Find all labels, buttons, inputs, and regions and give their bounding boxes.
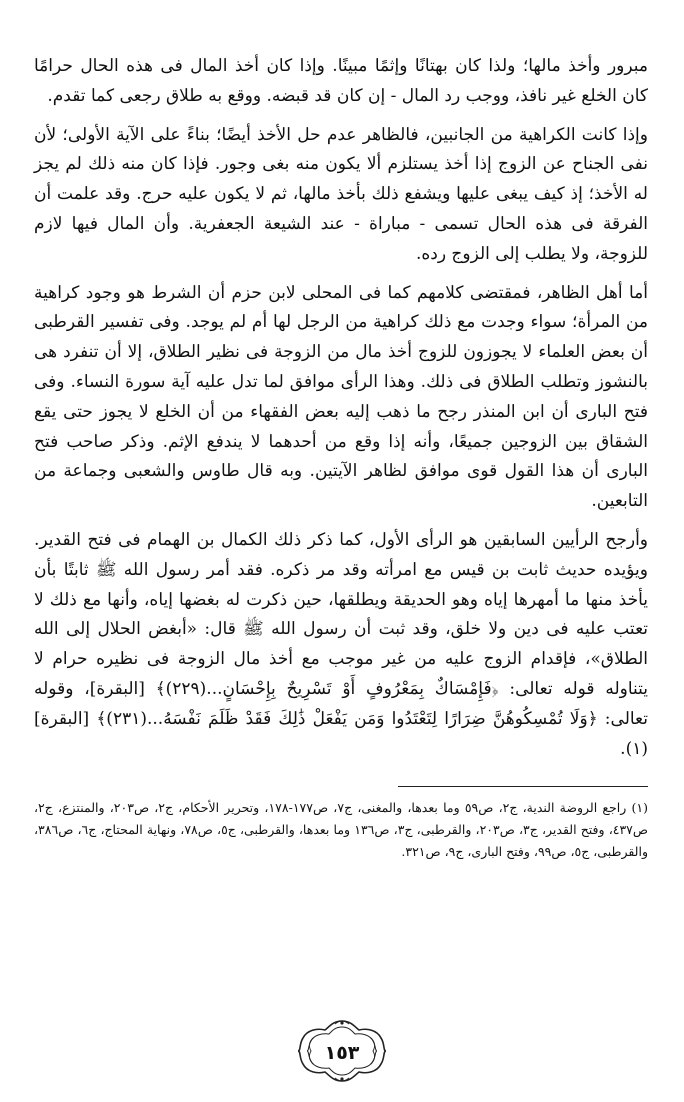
footnote-text: (١) راجع الروضة الندية، ج٢، ص٥٩ وما بعدها، والمغنى، ج٧، ص١٧٧-١٧٨، وتحرير الأحكام، ج٢، ص٢٠٣، والمنتزع، ج٢، ص٤٣٧، وفتح القدير، ج٣، ص٢٠٣، والقرطبى، ج٣، ص١٣٦ وما بعدها، والقرطبى، ج٥، ص٧٨، ونهاية المحتاج، ج٦، ص٣٨٦، والقرطبى، ج٥، ص٩٩، وفتح البارى، ج٩، ص٣٢١. bbox=[34, 800, 649, 860]
page-number: ١٥٣ bbox=[324, 1042, 360, 1064]
paragraph-1: مبرور وأخذ مالها؛ ولذا كان بهتانًا وإثمًا مبينًا. وإذا كان أخذ المال فى هذه الحال حرامًا كان الخلع غير نافذ، ووجب رد المال - إن كان قد قبضه. ووقع به طلاق رجعى كما تقدم. bbox=[34, 56, 648, 106]
footnote-divider bbox=[398, 786, 648, 787]
main-text bbox=[34, 52, 648, 764]
page-number-ornament bbox=[295, 1018, 389, 1084]
paragraph-2: وإذا كانت الكراهية من الجانبين، فالظاهر عدم حل الأخذ أيضًا؛ بناءً على الآية الأولى؛ لأن نفى الجناح عن الزوج إذا أخذ يستلزم ألا يكون منه بغى وجور. فإذا كان منه ذلك لم يجز له الأخذ؛ إذ كيف يبغى عليها ويشفع ذلك بأخذ مالها، ثم لا يكون عليه حرج. وقد علمت أن الفرقة فى هذه الحال تسمى - مباراة - عند الشيعة الجعفرية. وأن المال فيها لازم للزوجة، ولا يطلب إلى الزوج رده. bbox=[34, 124, 648, 264]
paragraph-4: وأرجح الرأيين السابقين هو الرأى الأول، كما ذكر ذلك الكمال بن الهمام فى فتح القدير. ويؤيده حديث ثابت بن قيس مع امرأته وقد مر ذكره. فقد أمر رسول الله ﷺ ثابتًا بأن يأخذ منها ما أمهرها إياه وهو الحديقة ويطلقها، حين ذكرت له بغضها إياه، وأنها مع ذلك لا تعتب عليه فى دين ولا خلق، وقد ثبت أن رسول الله ﷺ قال: «أبغض الحلال إلى الله الطلاق»، فإقدام الزوج عليه من غير موجب مع أخذ مال الزوجة فى نظيره حرام لا يتناوله قوله تعالى: ﴿فَإِمْسَاكٌ بِمَعْرُوفٍ أَوْ تَسْرِيحٌ بِإِحْسَانٍ...(٢٢٩)﴾ [البقرة]، وقوله تعالى: ﴿وَلَا تُمْسِكُوهُنَّ ضِرَارًا لِتَعْتَدُوا وَمَن يَفْعَلْ ذَٰلِكَ فَقَدْ ظَلَمَ نَفْسَهُ...(٢٣١)﴾ [البقرة](١). bbox=[34, 529, 649, 759]
paragraph-3: أما أهل الظاهر، فمقتضى كلامهم كما فى المحلى لابن حزم أن الشرط هو وجود كراهية من المرأة؛ سواء وجدت مع ذلك كراهية من الرجل لها أم لم يوجد. وفى تفسير القرطبى أن بعض العلماء لا يجوزون للزوج أخذ مال من الزوجة فى نظير الطلاق، إلا أن تنفرد هى بالنشوز وتطلب الطلاق فى ذلك. وهذا الرأى موافق لما تدل عليه آية سورة النساء. وفى فتح البارى أن ابن المنذر رجح ما ذهب إليه بعض الفقهاء من أن الخلع لا يجوز حتى يقع الشقاق بين الزوجين جميعًا، وأنه إذا وقع من أحدهما لا يندفع الإثم. وذكر صاحب فتح البارى أن هذا القول قوى موافق لظاهر الآيتين. وبه قال طاوس والشعبى وجماعة من التابعين. bbox=[34, 282, 648, 512]
